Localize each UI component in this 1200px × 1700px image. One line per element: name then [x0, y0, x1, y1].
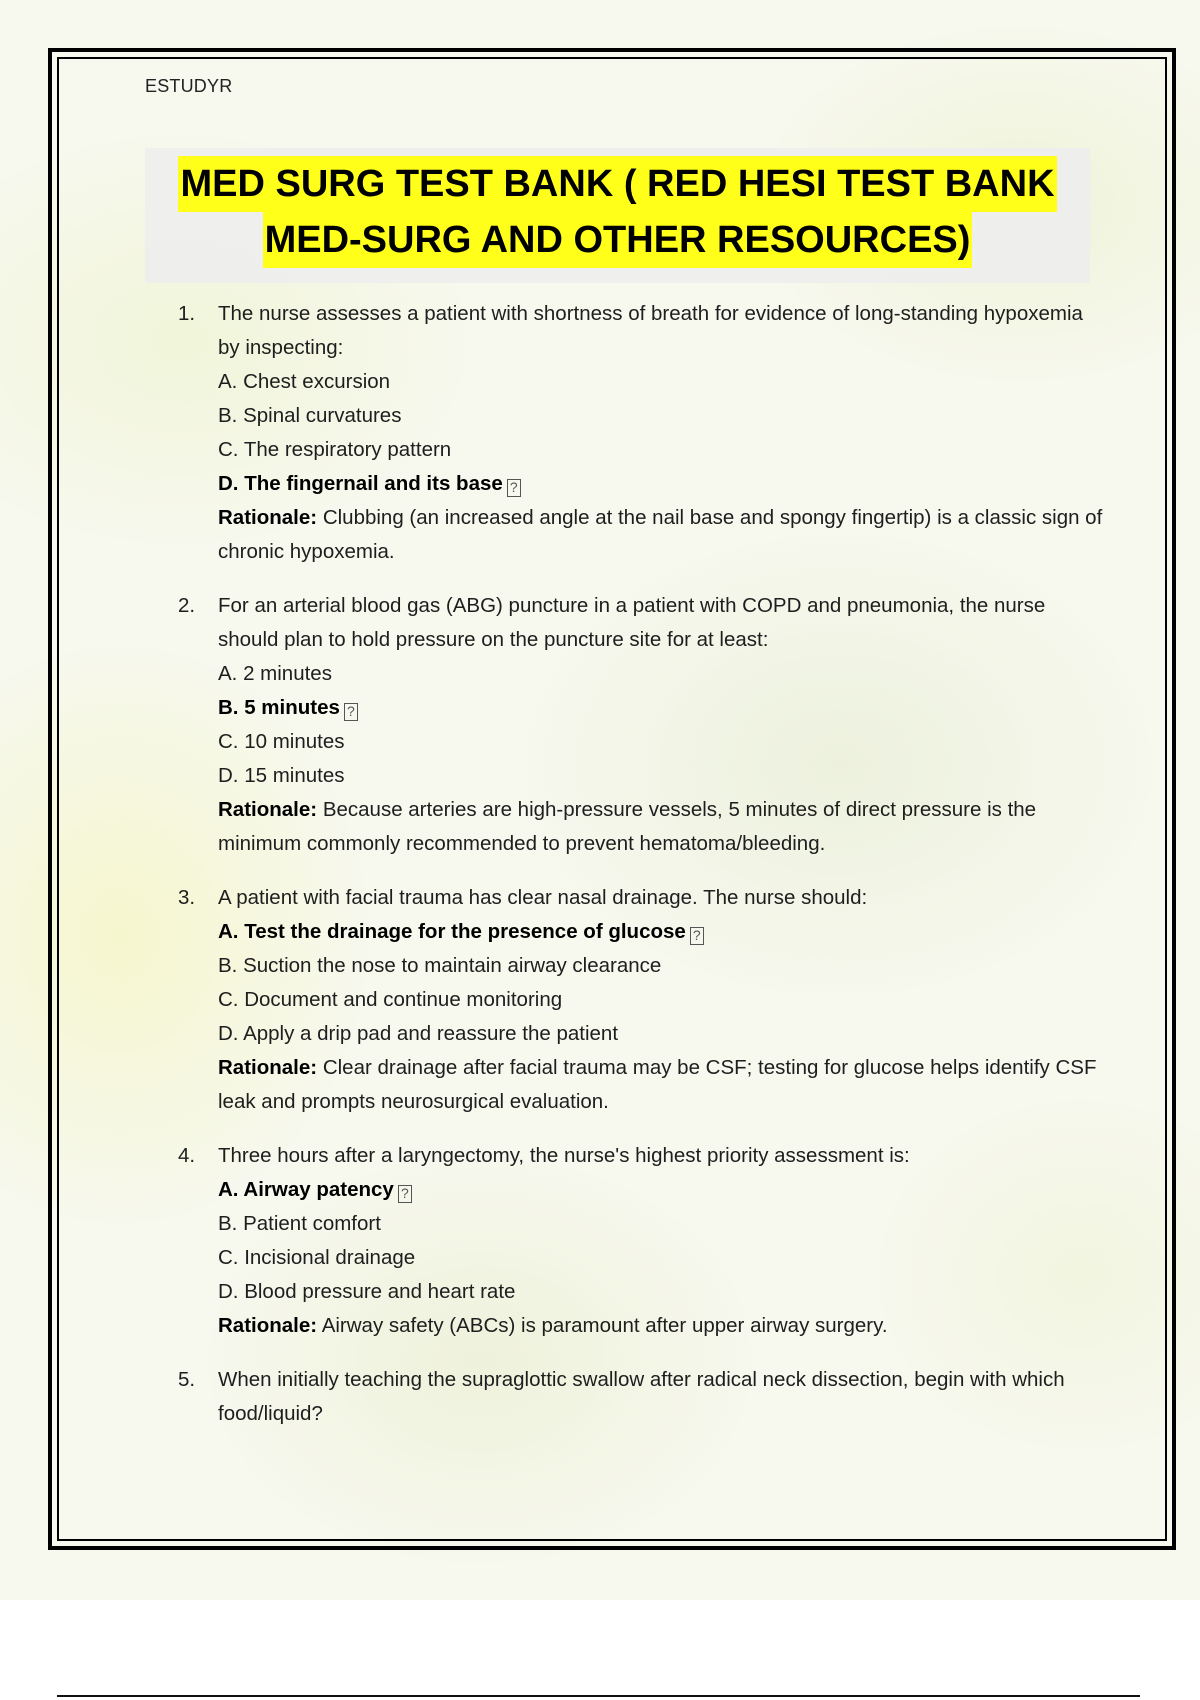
question-stem: The nurse assesses a patient with shortness of breath for evidence of long-standing hypoxemia by inspecting:: [218, 302, 1083, 359]
answer-option: [218, 1207, 1108, 1241]
answer-option: [218, 725, 1108, 759]
question-number: 2.: [178, 594, 196, 617]
question-list: [178, 297, 1108, 1451]
title-line-2: MED-SURG AND OTHER RESOURCES): [263, 212, 973, 268]
answer-option: [218, 399, 1108, 433]
option-text: C. Document and continue monitoring: [218, 988, 563, 1011]
option-text: A. Airway patency: [218, 1178, 394, 1201]
answer-option: [218, 1017, 1108, 1051]
rationale: [218, 1309, 1108, 1343]
option-text: D. Blood pressure and heart rate: [218, 1280, 516, 1303]
rationale: [218, 793, 1108, 861]
checkbox-glyph-icon: ?: [398, 1185, 412, 1203]
bottom-divider: [57, 1695, 1140, 1697]
option-text: D. Apply a drip pad and reassure the patient: [218, 1022, 619, 1045]
answer-option-correct: [218, 1173, 1108, 1207]
answer-option-correct: [218, 915, 1108, 949]
option-text: D. The fingernail and its base: [218, 472, 503, 495]
title-block: [145, 148, 1090, 283]
option-text: A. 2 minutes: [218, 662, 332, 685]
checkbox-glyph-icon: ?: [690, 927, 704, 945]
rationale-label: Rationale:: [218, 1056, 318, 1079]
option-text: B. Suction the nose to maintain airway clearance: [218, 954, 662, 977]
answer-option: [218, 983, 1108, 1017]
option-text: A. Test the drainage for the presence of glucose: [218, 920, 686, 943]
question-stem: For an arterial blood gas (ABG) puncture in a patient with COPD and pneumonia, the nurse should plan to hold pressure on the puncture site for at least:: [218, 594, 1046, 651]
checkbox-glyph-icon: ?: [507, 479, 521, 497]
answer-option: [218, 657, 1108, 691]
answer-option-correct: [218, 691, 1108, 725]
question-number: 3.: [178, 886, 196, 909]
answer-option-correct: [218, 467, 1108, 501]
answer-option: [218, 1241, 1108, 1275]
answer-option: [218, 433, 1108, 467]
option-text: D. 15 minutes: [218, 764, 345, 787]
checkbox-glyph-icon: ?: [344, 703, 358, 721]
option-text: C. The respiratory pattern: [218, 438, 452, 461]
answer-option: [218, 365, 1108, 399]
rationale-text: Airway safety (ABCs) is paramount after upper airway surgery.: [321, 1314, 888, 1337]
rationale-label: Rationale:: [218, 1314, 318, 1337]
question-item: [178, 589, 1108, 861]
rationale-text: Clubbing (an increased angle at the nail base and spongy fingertip) is a classic sign of chronic hypoxemia.: [218, 506, 1103, 563]
option-text: C. 10 minutes: [218, 730, 345, 753]
question-stem: When initially teaching the supraglottic swallow after radical neck dissection, begin with which food/liquid?: [218, 1368, 1065, 1425]
brand-label: ESTUDYR: [145, 76, 233, 96]
question-stem: A patient with facial trauma has clear nasal drainage. The nurse should:: [218, 886, 868, 909]
question-item: [178, 881, 1108, 1119]
option-text: A. Chest excursion: [218, 370, 391, 393]
option-text: B. Patient comfort: [218, 1212, 381, 1235]
rationale: [218, 501, 1108, 569]
title-line-1: MED SURG TEST BANK ( RED HESI TEST BANK: [178, 156, 1056, 212]
question-item: [178, 297, 1108, 569]
rationale-text: Clear drainage after facial trauma may be CSF; testing for glucose helps identify CSF leak and prompts neurosurgical evaluation.: [218, 1056, 1097, 1113]
answer-option: [218, 949, 1108, 983]
question-item: [178, 1139, 1108, 1343]
rationale-label: Rationale:: [218, 798, 318, 821]
option-text: B. Spinal curvatures: [218, 404, 402, 427]
answer-option: [218, 759, 1108, 793]
option-text: C. Incisional drainage: [218, 1246, 416, 1269]
question-number: 5.: [178, 1368, 196, 1391]
rationale: [218, 1051, 1108, 1119]
rationale-label: Rationale:: [218, 506, 318, 529]
question-stem: Three hours after a laryngectomy, the nurse's highest priority assessment is:: [218, 1144, 910, 1167]
answer-option: [218, 1275, 1108, 1309]
rationale-text: Because arteries are high-pressure vessels, 5 minutes of direct pressure is the minimum commonly recommended to prevent hematoma/bleeding.: [218, 798, 1037, 855]
question-number: 1.: [178, 302, 196, 325]
page-bottom-margin: [0, 1600, 1200, 1700]
option-text: B. 5 minutes: [218, 696, 340, 719]
question-item: [178, 1363, 1108, 1431]
question-number: 4.: [178, 1144, 196, 1167]
